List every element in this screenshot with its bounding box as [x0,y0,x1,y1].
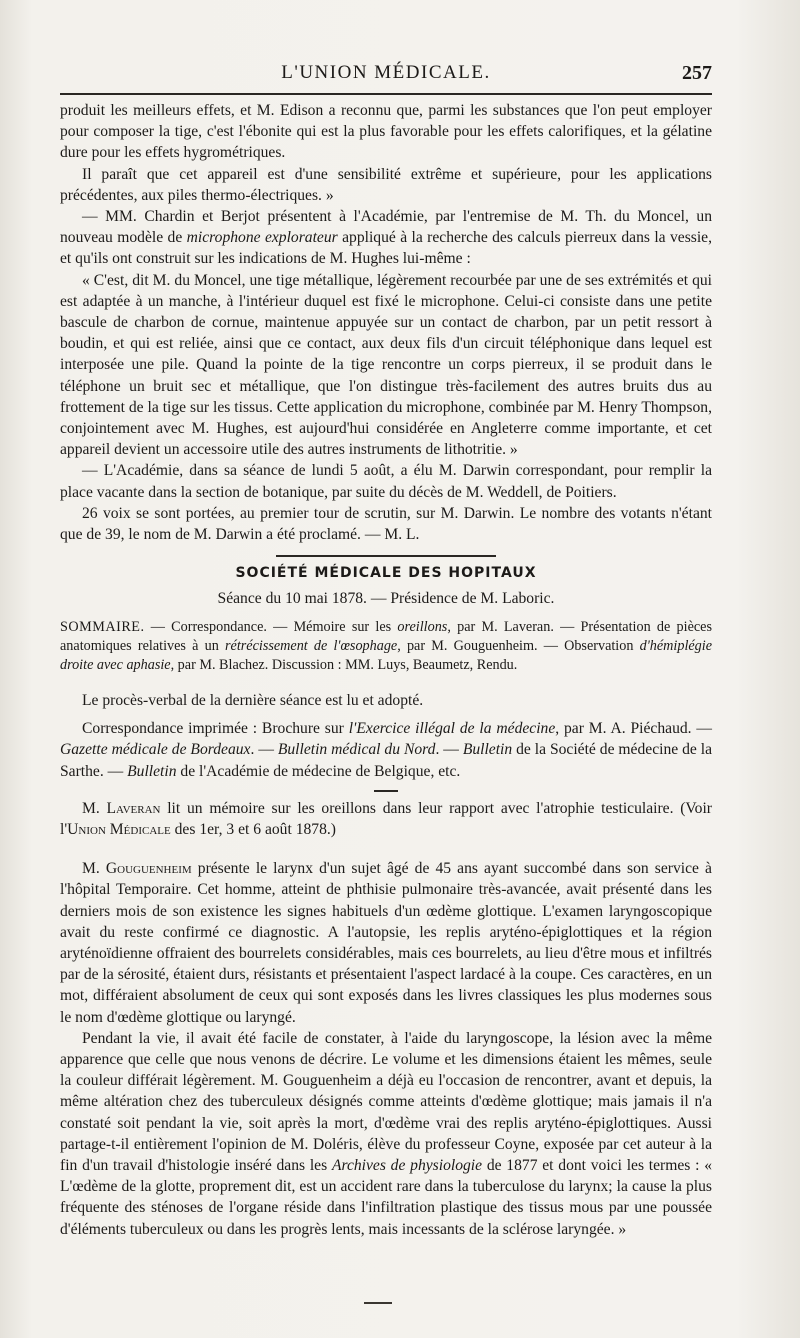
summary-text: , par M. Laveran. — Présentation de pièces anatomiques relatives à un [60,618,712,655]
summary-text: — Correspondance. — Mémoire sur les [144,618,398,635]
section-divider [276,555,496,557]
laryngoscope-text: Pendant la vie, il avait été facile de constater, à l'aide du laryngoscope, la lésion avec la même apparence que celle que nous venons de décrire. Le volume et les dimensions étaient les mêmes, seule la couleur différait légèrement. M. Gouguenheim a déjà eu l'occasion de rencontrer, avant et depuis, la même altération chez des tuberculeux désignés comme atteints d'œdème glottique; mais jamais il n'a constaté soit pendant la vie, soit après la mort, d'œdème vrai des replis aryténo-épiglottiques. Aussi partage-t-il entièrement l'opinion de M. Doléris, élève du professeur Coyne, exposée par cet auteur à la fin d'un travail d'histologie inséré dans les [60,1029,712,1174]
summary [60,618,712,676]
summary-italic: oreillons [397,618,448,635]
summary-text: , par M. Gouguenheim. — Observation [397,638,640,655]
correspondence-text: Correspondance imprimée : Brochure sur [82,720,349,738]
paragraph-moncel-quote: « C'est, dit M. du Moncel, une tige métallique, légèrement recourbée par une de ses extrémités et qui est adaptée à un manche, à l'intérieur duquel est fixé le microphone. Celui-ci consiste dans une petite bascule de charbon de cornue, maintenue appuyée sur un contact de charbon, par un petit ressort à boudin, et qui est reliée, ainsi que ce contact, aux deux fils d'un circuit téléphonique dans lequel est interposée une pile. Quand la pointe de la tige rencontre un corps pierreux, il se produit dans le téléphone un bruit sec et métallique, que l'on distingue très-facilement des autres bruits dus au frottement de la tige sur les tissus. Cette application du microphone, combinée par M. Henry Thompson, conjointement avec M. Hughes, est aujourd'hui considérée en Angleterre comme importante, et cet appareil devient un accessoire utile des autres instruments de lithotritie. » [60,271,712,459]
small-divider [374,790,398,792]
paragraph-darwin-election: — L'Académie, dans sa séance de lundi 5 août, a élu M. Darwin correspondant, pour remplir la place vacante dans la section de botanique, par suite du décès de M. Weddell, de Poitiers. [60,462,712,501]
summary-italic: d'hémiplégie droite avec aphasie [60,638,713,674]
speaker-name: M. Gouguenheim [82,860,192,878]
page-number: 257 [682,62,712,84]
correspondence-italic: Bulletin [462,741,513,759]
page-header [60,58,712,94]
summary-italic: rétrécissement de l'œsophage [225,638,398,655]
paragraph-sensitivity: Il paraît que cet appareil est d'une sensibilité extrême et supérieure, pour les applications précédentes, aux piles thermo-électriques. » [60,165,712,204]
summary-label: SOMMAIRE. [60,618,145,635]
correspondence-text: . — [435,741,463,759]
correspondence-italic: Gazette médicale de Bordeaux [60,741,251,759]
journal-name: Union Médicale [67,820,171,838]
laveran-text-end: des 1er, 3 et 6 août 1878.) [170,820,336,838]
gouguenheim-text: présente le larynx d'un sujet âgé de 45 ans ayant succombé dans son service à l'hôpital Temporaire. Cet homme, atteint de phthisie pulmonaire très-avancée, avait présenté dans les derniers mois de son existence les signes habituels d'un œdème glottique. L'examen laryngoscopique avait du reste confirmé ce diagnostic. A l'autopsie, les replis aryténo-épiglottiques et la région aryténoïdienne offraient des bourrelets considérables, mais ces bourrelets, au lieu d'être mous et infiltrés par de la sérosité, étaient durs, résistants et présentaient l'aspect lardacé à la coupe. Ces caractères, en un mot, différaient absolument de ceux qui sont exposés dans les livres classiques les plus modernes sous le nom d'œdème glottique ou laryngé. [60,860,712,1026]
paragraph-minutes: Le procès-verbal de la dernière séance est lu et adopté. [82,691,424,709]
speaker-name: M. Laveran [82,799,161,817]
correspondence-text: . — [250,741,278,759]
laryngoscope-text-end: de 1877 et dont voici les termes : « L'œdème de la glotte, proprement dit, est un accident rare dans la tuberculose du larynx; la cause la plus fréquente des sténoses de l'organe réside dans l'infiltration plastique des tissus mous par une poussée d'éléments tuberculeux ou dans les progrès lents, mais incessants de la sclérose laryngée. » [60,1156,712,1238]
correspondence-italic: Bulletin [127,762,177,780]
session-line: Séance du 10 mai 1878. — Présidence de M. Laboric. [217,590,555,608]
correspondence-text: de la Société de médecine de la Sarthe. — [60,741,712,780]
chardin-text-end: appliqué à la recherche des calculs pierreux dans la vessie, et qu'ils ont construit sur les indications de M. Hughes lui-même : [60,229,712,268]
summary-text: , par M. Blachez. Discussion : MM. Luys, Beaumetz, Rendu. [170,657,518,674]
paragraph-edison: produit les meilleurs effets, et M. Edison a reconnu que, parmi les substances que l'on peut employer pour composer la tige, c'est l'ébonite qui est la plus favorable pour les effets calorifiques, et la gélatine dure pour les effets hygrométriques. [60,102,712,162]
paragraph-laryngoscope [60,1028,712,1240]
header-rule [60,93,712,95]
correspondence-italic: l'Exercice illégal de la médecine [348,720,556,738]
correspondence-text: , par M. A. Piéchaud. — [555,720,712,738]
chardin-text: — MM. Chardin et Berjot présentent à l'Académie, par l'entremise de M. Th. du Moncel, un nouveau modèle de [60,208,712,247]
laveran-text: lit un mémoire sur les oreillons dans leur rapport avec l'atrophie testiculaire. (Voir l' [60,799,712,838]
paragraph-darwin-votes: 26 voix se sont portées, au premier tour de scrutin, sur M. Darwin. Le nombre des votants n'étant que de 39, le nom de M. Darwin a été proclamé. — M. L. [60,504,712,544]
section-title: SOCIÉTÉ MÉDICALE DES HOPITAUX [235,565,537,582]
footer-mark [364,1302,392,1304]
paragraph-correspondence [60,718,712,782]
paragraph-chardin-berjot [60,206,712,270]
paragraph-laveran [60,798,712,840]
microphone-term: microphone explorateur [186,229,338,247]
paragraph-gouguenheim [60,858,712,1028]
archives-title: Archives de physiologie [331,1156,483,1174]
page-body [60,100,712,1240]
correspondence-text: de l'Académie de médecine de Belgique, etc. [176,762,461,780]
correspondence-italic: Bulletin médical du Nord [277,741,436,759]
running-title: L'UNION MÉDICALE. [281,62,491,83]
